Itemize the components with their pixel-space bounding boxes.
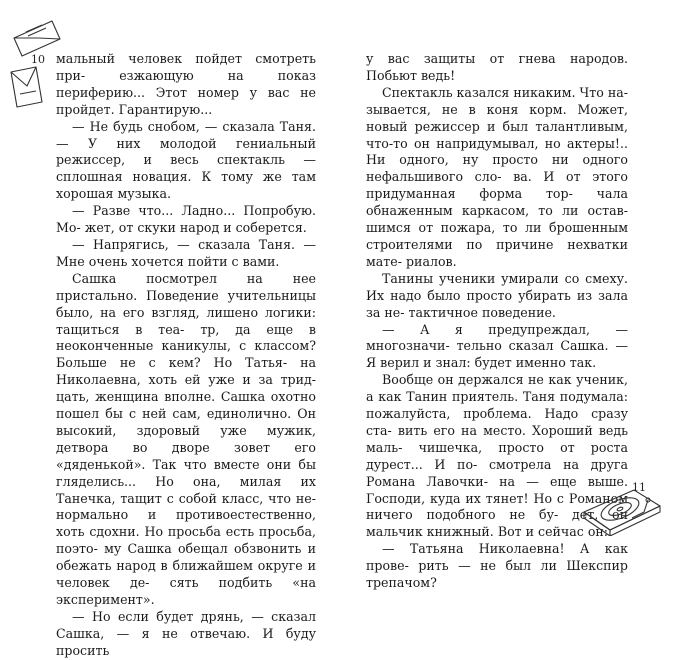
text-line: тр, да еще в неоконченные каникулы, xyxy=(56,321,316,354)
text-line: тактичное поведение. xyxy=(408,304,556,320)
text-line: Вообще он держался не как ученик, xyxy=(382,372,628,388)
left-page-text xyxy=(56,51,316,660)
text-line: езжающую на показ периферию... Этот xyxy=(56,67,316,100)
text-line: у вас защиты от гнева народов. Побьют xyxy=(366,51,628,83)
text-line: и весь спектакль — сплошная новация. xyxy=(56,152,316,185)
text-line: высокий, здоровый уже мужик, детвора xyxy=(56,422,316,455)
text-line: режиссер и был талантливым, что-то он xyxy=(366,118,628,151)
text-line: сдохни. Но просьба есть просьба, поэто- xyxy=(56,524,316,557)
text-line: он: xyxy=(587,524,609,540)
text-line: чала обнаженным каркасом, то ли остав- xyxy=(366,186,628,219)
text-line: шимся от пожара, то ли брошенным xyxy=(366,220,628,236)
text-line: — Разве что... Ладно... Попробую. Мо- xyxy=(56,203,316,236)
paragraph xyxy=(56,237,316,271)
text-line: риалов. xyxy=(406,253,457,269)
paragraph xyxy=(366,85,628,271)
text-line: зывается, не в коня корм. Может, новый xyxy=(366,101,628,134)
text-line: пошел бы с ней сам, единолично. Он xyxy=(56,406,316,422)
text-line: чишечка, просто от роста дурест... И по- xyxy=(366,439,628,472)
text-line: будет именно так. xyxy=(474,355,597,371)
paragraph xyxy=(56,203,316,237)
text-line: вить его на место. Хороший ведь маль- xyxy=(366,422,628,455)
text-line: — А я предупреждал, — многозначи- xyxy=(366,321,628,354)
text-line: на — еще выше. Господи, куда их тянет! xyxy=(366,473,628,506)
text-line: ведь! xyxy=(420,67,456,83)
text-line: жет, от скуки народ и соберется. xyxy=(84,220,307,236)
page-number-left: 10 xyxy=(31,53,45,66)
text-line: К тому же там хорошая музыка. xyxy=(56,169,316,202)
paragraph xyxy=(366,541,628,592)
text-line: рить — не был ли Шекспир трепачом? xyxy=(366,558,628,591)
text-line: — Татьяна Николаевна! А как прове- xyxy=(366,541,628,574)
text-line: смотрела на друга Романа Лавочки- xyxy=(366,456,628,489)
text-line: сять подбить «на эксперимент». xyxy=(56,575,316,607)
text-line: вместе они бы гляделись... Но она, милая xyxy=(56,456,317,489)
text-line: надо было просто убирать из зала за не- xyxy=(366,287,628,320)
text-line: цать, женщина вполне. Сашка охотно xyxy=(56,389,316,405)
text-line: пожалуйста, проблема. Надо сразу ста- xyxy=(366,406,628,438)
text-line: У них молодой гениальный режиссер, xyxy=(56,135,316,168)
paragraph xyxy=(56,609,316,660)
text-line: на Николаевна, хоть ей уже и за трид- xyxy=(56,355,316,388)
text-line: во дворе зовет его «дяденькой». Так что xyxy=(56,439,316,472)
text-line: строителями по причине нехватки мате- xyxy=(366,236,628,269)
paragraph xyxy=(366,271,628,322)
text-line: Поведение учительницы было, на его xyxy=(56,287,316,320)
text-line: Сашка посмотрел на нее пристально. xyxy=(56,270,316,303)
paragraph xyxy=(366,322,628,373)
text-line: Танины ученики умирали со смеху. Их xyxy=(366,270,628,303)
text-line: му Сашка обещал обзвонить и обежать xyxy=(56,541,316,574)
text-line: Но с Романом ничего подобного не бу- xyxy=(366,490,628,523)
text-line: их Танечка, тащит с собой класс, что не- xyxy=(56,473,316,506)
text-line: очень хочется пойти с вами. xyxy=(88,253,280,269)
text-line: взгляд, лишено логики: тащиться в теа- xyxy=(56,304,316,337)
text-line: — Но если будет дрянь, — сказал xyxy=(72,608,316,624)
text-line: ва. И от этого придуманная форма тор- xyxy=(366,169,628,202)
text-line: — Напрягись, — сказала Таня. — Мне xyxy=(56,236,316,269)
text-line: с классом? Больше не с кем? Но Татья- xyxy=(56,338,316,371)
paragraph xyxy=(366,51,628,85)
text-line: номер у вас не пройдет. Гарантирую... xyxy=(56,84,316,117)
text-line: нормально и противоестественно, хоть xyxy=(56,507,316,540)
paragraph xyxy=(56,271,316,609)
record-player-icon xyxy=(578,482,664,536)
text-line: дет, он мальчик книжный. Вот и сейчас xyxy=(366,507,628,540)
text-line: тельно сказал Сашка. — Я верил и знал: xyxy=(366,338,628,371)
text-line: народ в ближайшем округе и человек де- xyxy=(56,558,316,591)
text-line: Сашка, — я не отвечаю. И буду просить xyxy=(56,625,316,658)
text-line: — Не будь снобом, — сказала Таня. — xyxy=(56,118,316,151)
page-number-right: 11 xyxy=(632,481,646,494)
text-line: ну просто ни одного нефальшивого сло- xyxy=(366,152,628,185)
paragraph xyxy=(56,51,316,119)
text-line: а как Танин приятель. Таня подумала: xyxy=(366,389,628,405)
paragraph xyxy=(56,119,316,204)
text-line: мальный человек пойдет смотреть при- xyxy=(56,51,316,83)
text-line: напридумывал, но актеры!.. Ни одного, xyxy=(366,135,628,168)
text-line: Спектакль казался никаким. Что на- xyxy=(382,84,628,100)
